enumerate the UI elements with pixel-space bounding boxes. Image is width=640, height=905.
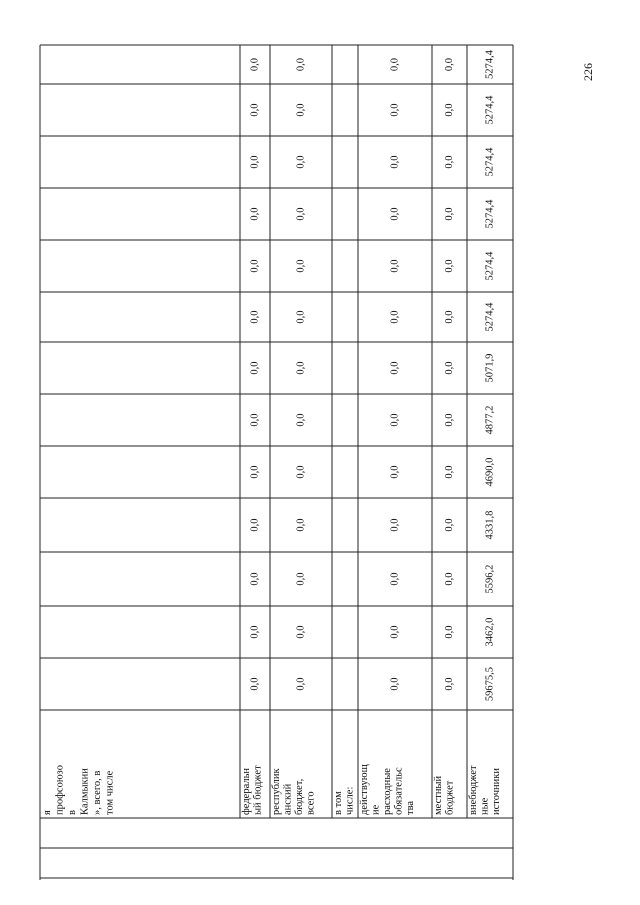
table-cell-value: 59675,5 <box>484 666 496 702</box>
row-label-line: ый бюджет <box>252 765 264 815</box>
table-cell-value: 0,0 <box>295 103 307 117</box>
row-label-line: федеральн <box>241 768 252 815</box>
table-cell-value: 0,0 <box>444 155 455 169</box>
table-cell-value: 0,0 <box>249 207 261 221</box>
table-cell-value: 5274,4 <box>484 302 496 332</box>
row-label-line: в том <box>333 791 344 815</box>
row-label-line: обязательс <box>393 767 405 815</box>
table-cell-value: 0,0 <box>295 465 307 479</box>
table-cell-value: 0,0 <box>389 518 401 532</box>
table-cell-value: 0,0 <box>249 310 261 324</box>
table-cell-value: 0,0 <box>249 155 261 169</box>
table-cell-value: 3462,0 <box>484 617 496 647</box>
table-cell-value: 0,0 <box>249 518 261 532</box>
table-cell-value: 5274,4 <box>484 147 496 177</box>
description-line: профсоюзо <box>54 764 66 815</box>
row-label-line: местный <box>433 775 444 815</box>
table-cell-value: 0,0 <box>444 259 455 273</box>
page-number: 226 <box>581 63 595 81</box>
table-cell-value: 0,0 <box>295 572 307 586</box>
row-label-line: всего <box>305 791 317 815</box>
table-cell-value: 0,0 <box>249 57 261 72</box>
description-line: в <box>67 810 78 815</box>
row-label-line: бюджет <box>444 780 456 815</box>
description-line: Калмыкии <box>79 768 91 815</box>
row-label-line: внебюджет <box>468 765 479 815</box>
table-cell-value: 0,0 <box>249 259 261 273</box>
table-cell-value: 0,0 <box>389 572 401 586</box>
table-cell-value: 0,0 <box>295 361 307 375</box>
table-cell-value: 0,0 <box>444 103 455 117</box>
table-cell-value: 5596,2 <box>484 564 496 594</box>
table-cell-value: 0,0 <box>444 207 455 221</box>
table-cell-value: 0,0 <box>295 625 307 639</box>
table-cell-value: 0,0 <box>444 677 455 691</box>
table-cell-value: 0,0 <box>389 465 401 479</box>
table-cell-value: 5274,4 <box>484 199 496 229</box>
table-cell-value: 0,0 <box>295 259 307 273</box>
table-cell-value: 0,0 <box>444 518 455 532</box>
row-label-line: республик <box>271 768 282 815</box>
row-label-line: ие <box>370 804 382 815</box>
row-label-line: ные <box>479 797 491 815</box>
table-cell-value: 0,0 <box>295 57 307 72</box>
table-cell-value: 0,0 <box>295 677 307 691</box>
table-cell-value: 0,0 <box>249 572 261 586</box>
row-label-line: источники <box>491 768 502 815</box>
table-cell-value: 0,0 <box>389 155 401 169</box>
table-cell-value: 0,0 <box>389 677 401 691</box>
table-cell-value: 0,0 <box>249 361 261 375</box>
description-line: я <box>42 810 53 815</box>
table-cell-value: 0,0 <box>444 572 455 586</box>
table-cell-value: 0,0 <box>444 625 455 639</box>
table-cell-value: 0,0 <box>389 310 401 324</box>
table-cell-value: 5274,4 <box>484 251 496 281</box>
table-cell-value: 0,0 <box>249 465 261 479</box>
table-cell-value: 4331,8 <box>484 510 496 540</box>
table-cell-value: 0,0 <box>444 57 455 72</box>
table-cell-value: 5274,4 <box>484 95 496 125</box>
table-cell-value: 4877,2 <box>484 405 496 435</box>
table-cell-value: 0,0 <box>389 207 401 221</box>
table-cell-value: 0,0 <box>295 413 307 427</box>
table-cell-value: 5274,4 <box>484 50 496 79</box>
table-cell-value: 0,0 <box>295 155 307 169</box>
table-cell-value: 0,0 <box>444 310 455 324</box>
table-cell-value: 0,0 <box>249 625 261 639</box>
table-cell-value: 0,0 <box>295 207 307 221</box>
table-cell-value: 5071,9 <box>484 353 496 383</box>
row-label-line: анский <box>282 783 294 815</box>
table-cell-value: 0,0 <box>389 361 401 375</box>
table-cell-value: 0,0 <box>249 413 261 427</box>
table-cell-value: 0,0 <box>444 361 455 375</box>
row-label-line: расходные <box>382 768 393 815</box>
table-cell-value: 4690,0 <box>484 457 496 487</box>
description-line: том числе <box>104 770 116 815</box>
row-label-line: действующ <box>359 764 370 815</box>
row-label-line: бюджет, <box>294 778 305 815</box>
table-cell-value: 0,0 <box>389 57 401 72</box>
table-cell-value: 0,0 <box>389 103 401 117</box>
table-cell-value: 0,0 <box>389 625 401 639</box>
table-cell-value: 0,0 <box>295 310 307 324</box>
table-cell-value: 0,0 <box>444 465 455 479</box>
table-cell-value: 0,0 <box>295 518 307 532</box>
table-cell-value: 0,0 <box>444 413 455 427</box>
description-line: », всего, в <box>92 770 103 815</box>
table-cell-value: 0,0 <box>249 677 261 691</box>
table-cell-value: 0,0 <box>249 103 261 117</box>
table-cell-value: 0,0 <box>389 259 401 273</box>
row-label-line: числе: <box>344 786 356 815</box>
row-label-line: тва <box>405 800 416 815</box>
table-cell-value: 0,0 <box>389 413 401 427</box>
